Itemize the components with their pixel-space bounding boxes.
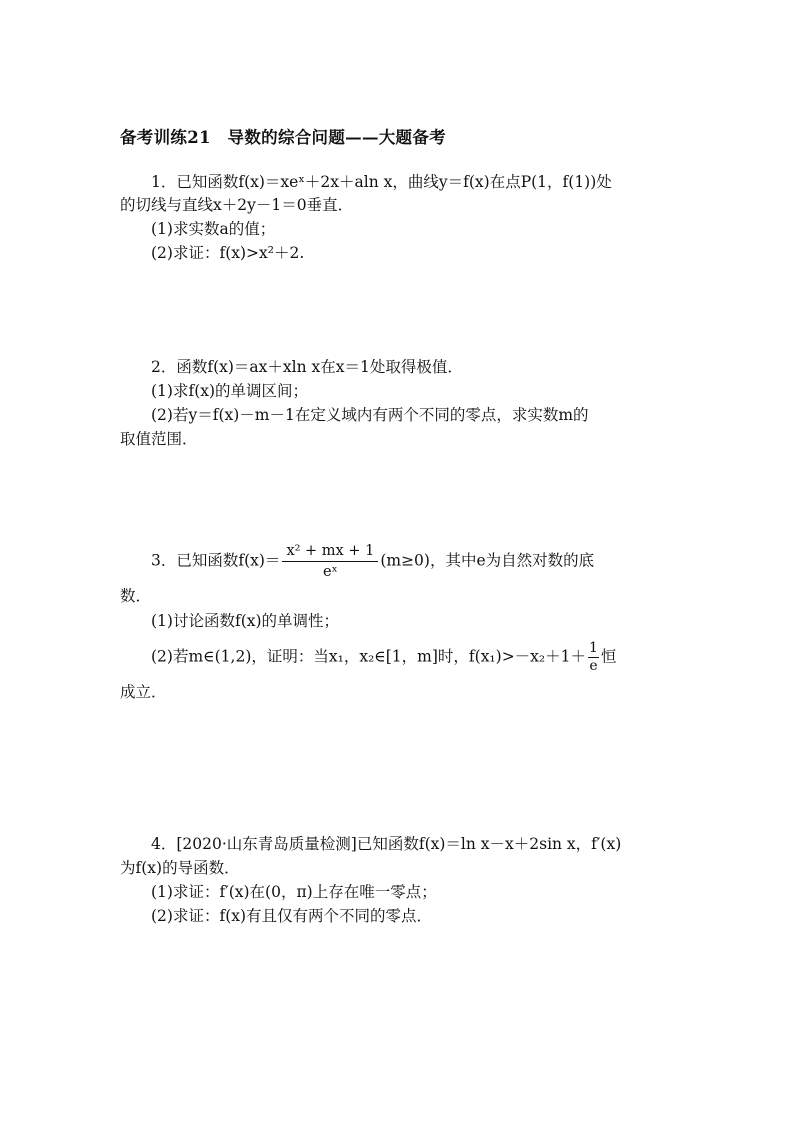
problem-2-part-1: (1)求f(x)的单调区间； xyxy=(151,382,309,400)
problem-3-fraction xyxy=(282,541,378,582)
problem-2-part-2: (2)若y＝f(x)－m－1在定义域内有两个不同的零点，求实数m的 xyxy=(151,406,589,424)
problem-3-part-1: (1)讨论函数f(x)的单调性； xyxy=(151,612,340,630)
problem-4-line-2: 为f(x)的导函数． xyxy=(120,859,240,877)
problem-1-line-2: 的切线与直线x＋2y－1＝0垂直． xyxy=(120,196,354,214)
fraction-numerator: 1 xyxy=(589,640,598,656)
problem-4-line-1: 4．[2020·山东青岛质量检测]已知函数f(x)＝ln x－x＋2sin x，f′(x) xyxy=(151,835,622,853)
problem-1-part-2: (2)求证：f(x)>x²＋2. xyxy=(151,244,305,262)
problem-1-line-1: 1．已知函数f(x)＝xeˣ＋2x＋aln x，曲线y＝f(x)在点P(1，f(1))处 xyxy=(151,173,612,191)
fraction-numerator: x² + mx + 1 xyxy=(282,541,378,562)
problem-3-suffix: (m≥0)，其中e为自然对数的底 xyxy=(380,551,595,570)
problem-3-part-2 xyxy=(151,640,616,675)
page-title: 备考训练21 导数的综合问题——大题备考 xyxy=(120,128,446,147)
problem-3-line-1 xyxy=(151,541,594,582)
problem-3-prefix: 3．已知函数f(x)＝ xyxy=(151,551,281,570)
problem-3-line-2: 数． xyxy=(120,587,152,605)
problem-3-part-2-prefix: (2)若m∈(1,2)，证明：当x₁，x₂∈[1，m]时，f(x₁)>－x₂＋1＋ xyxy=(151,647,586,666)
problem-4-part-2: (2)求证：f(x)有且仅有两个不同的零点． xyxy=(151,907,433,925)
fraction-denominator: e xyxy=(589,658,598,674)
fraction-denominator: eˣ xyxy=(323,564,338,580)
problem-3-line-5: 成立． xyxy=(120,683,167,701)
problem-2-line-4: 取值范围． xyxy=(120,430,198,448)
problem-4-part-1: (1)求证：f′(x)在(0，π)上存在唯一零点； xyxy=(151,883,437,901)
problem-3-part-2-fraction xyxy=(588,640,599,675)
problem-2-line-1: 2．函数f(x)＝ax＋xln x在x＝1处取得极值． xyxy=(151,358,463,376)
problem-3-part-2-suffix: 恒 xyxy=(600,647,617,666)
problem-1-part-1: (1)求实数a的值； xyxy=(151,220,276,238)
